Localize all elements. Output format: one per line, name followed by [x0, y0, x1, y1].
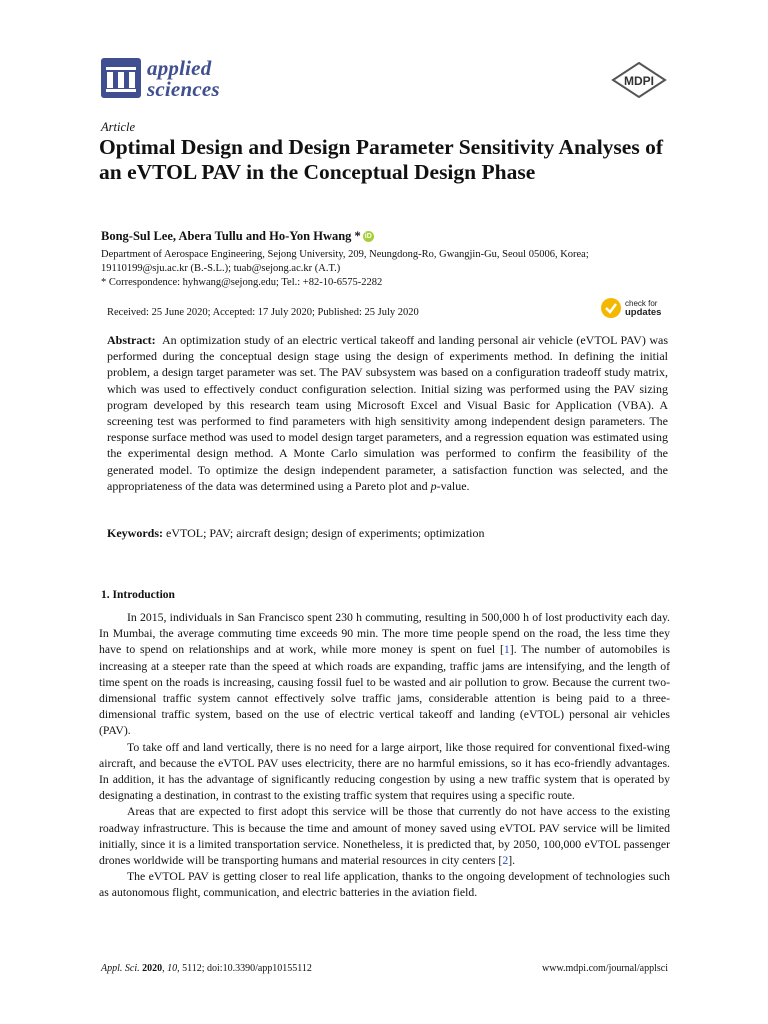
footer-year: 2020 — [142, 963, 163, 974]
paragraph-4: The eVTOL PAV is getting closer to real life application, thanks to the ongoing development of technologies such as autonomous flight, communication, and electric batteries in the aviation field. — [99, 870, 670, 900]
abstract-text: An optimization study of an electric vertical takeoff and landing personal air vehicle (eVTOL PAV) was performed during the conceptual design stage using the design of experiments method. In defining the initial problem, a design target parameter was set. The PAV subsystem was based on a configuration tradeoff study matrix, which was used to effectively conduct configuration selection. Initial sizing was performed using the PAV sizing program developed by this research team using Microsoft Excel and Visual Basic for Application (VBA). A screening test was performed to find parameters with high sensitivity among independent design parameters. The response surface method was used to model design target parameters, and a regression equation was estimated using the experimental design method. A Monte Carlo simulation was performed to confirm the feasibility of the generated model. To optimize the design independent parameter, a satisfaction function was selected, and the appropriateness of the data was determined using a Pareto plot and — [107, 333, 668, 493]
keywords-label: Keywords: — [107, 526, 163, 540]
mdpi-logo-text: MDPI — [624, 74, 654, 88]
journal-name-line2: sciences — [147, 77, 220, 101]
section-heading-introduction: 1. Introduction — [101, 589, 175, 601]
journal-url[interactable]: www.mdpi.com/journal/applsci — [542, 963, 668, 974]
abstract — [107, 332, 668, 494]
paragraph-3 — [99, 804, 670, 869]
reference-link-1[interactable]: 1 — [503, 643, 510, 657]
authors: Bong-Sul Lee, Abera Tullu and Ho-Yon Hwang * — [101, 229, 361, 243]
footer-doi: , 5112; doi:10.3390/app10155112 — [177, 963, 312, 974]
authors-line — [101, 229, 374, 244]
keywords — [107, 526, 668, 541]
paragraph-3-text: Areas that are expected to first adopt this service will be those that currently do not have access to the existing roadway infrastructure. This is because the time and amount of money saved using eVTOL PAV service will be limited initially, since it is a limited transportation service. Nonetheless, it is predicted that, by 2050, 100,000 eVTOL passenger drones worldwide will be transporting humans and material resources in city centers [ — [99, 805, 670, 868]
correspondence: * Correspondence: hyhwang@sejong.edu; Tel.: +82-10-6575-2282 — [101, 277, 383, 288]
orcid-icon[interactable]: iD — [364, 233, 372, 240]
article-type: Article — [101, 120, 136, 134]
journal-logo-icon — [101, 58, 141, 98]
abstract-label: Abstract: — [107, 333, 156, 347]
paragraph-3-text-end: ]. — [508, 854, 516, 868]
check-updates-line2: updates — [625, 307, 662, 318]
affiliation — [101, 248, 661, 276]
publication-dates: Received: 25 June 2020; Accepted: 17 July 2020; Published: 25 July 2020 — [107, 307, 419, 318]
reference-link-2[interactable]: 2 — [502, 854, 509, 868]
check-for-updates-badge[interactable] — [600, 297, 661, 319]
check-updates-line1: check for — [625, 299, 658, 308]
paragraph-2: To take off and land vertically, there is no need for a large airport, like those required for conventional fixed-wing aircraft, and because the eVTOL PAV uses electricity, there are no harmful emissions, so it has eco-friendly advantages. In addition, it has the advantage of significantly reducing congestion by using a new traffic system that is operated by designating a destination, in contrast to the existing traffic system that requires using a specific route. — [99, 740, 670, 803]
paragraph-1-text: In 2015, individuals in San Francisco spent 230 h commuting, resulting in 500,000 h of lost productivity each day. In Mumbai, the average commuting time exceeds 90 min. The more time people spend on the road, the less time they have to spend on relationships and at work, while more money is spent on fuel [ — [99, 611, 670, 657]
paragraph-1-text-end: ]. The number of automobiles is increasing at a steeper rate than the speed at which roads are expanding, traffic jams are intensifying, and the length of time spent on the roads is increasing, causing fossil fuel to be wasted and air pollution to grow. Because the current two-dimensional traffic system cannot effectively solve traffic jams, considerable attention is being paid to a three-dimensional traffic system, based on the use of electric vertical takeoff and landing (eVTOL) personal air vehicles (PAV). — [99, 643, 671, 738]
paragraph-1 — [99, 610, 670, 740]
journal-logo — [101, 58, 220, 100]
journal-name-line1: applied — [147, 56, 212, 80]
keywords-text: eVTOL; PAV; aircraft design; design of experiments; optimization — [166, 526, 485, 540]
check-updates-icon — [600, 297, 622, 319]
footer-journal-abbr: Appl. Sci. — [101, 963, 140, 974]
introduction-body — [99, 610, 670, 902]
abstract-italic: p — [430, 478, 437, 493]
citation-footer: Appl. Sci. 2020, 10, 5112; doi:10.3390/app10155112 — [101, 963, 312, 974]
footer-volume: 10 — [167, 963, 178, 974]
affiliation-text: Department of Aerospace Engineering, Sejong University, 209, Neungdong-Ro, Gwangjin-Gu, Seoul 05006, Korea; 19110199@sju.ac.kr (B.-S.L.); tuab@sejong.ac.kr (A.T.) — [101, 249, 589, 274]
paper-title: Optimal Design and Design Parameter Sensitivity Analyses of an eVTOL PAV in the Conceptual Design Phase — [99, 135, 663, 184]
abstract-text-end: -value. — [436, 478, 470, 493]
mdpi-logo — [610, 62, 668, 98]
